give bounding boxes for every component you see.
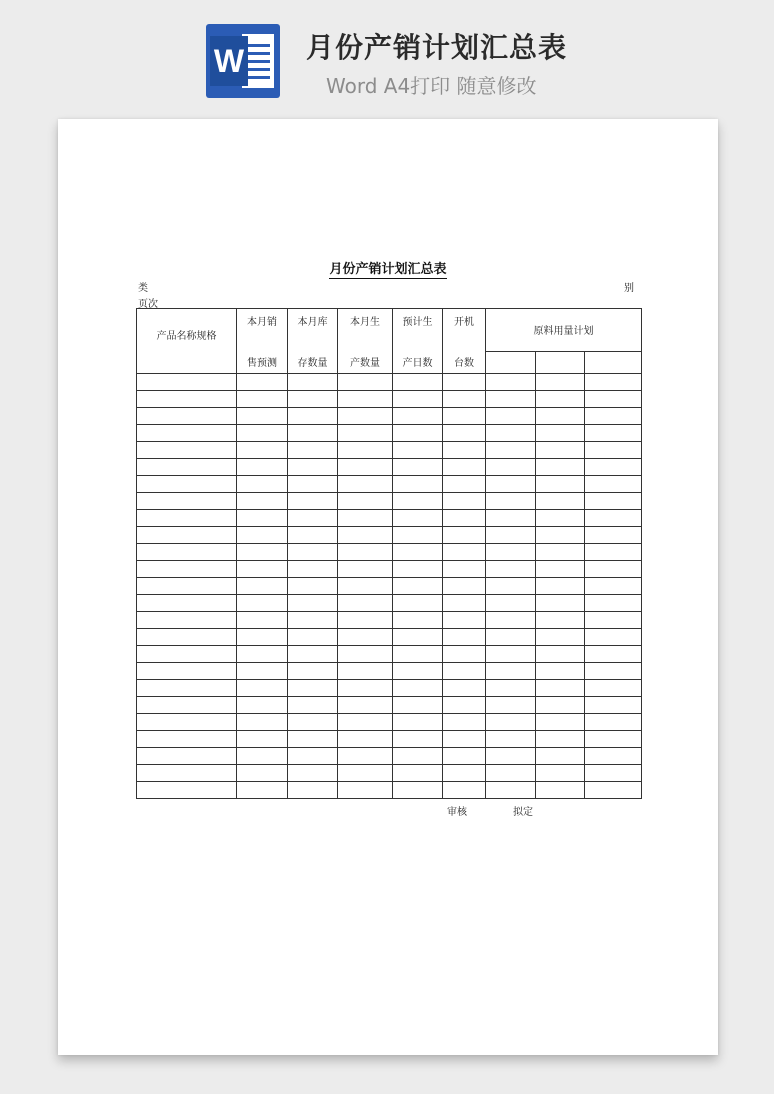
table-cell[interactable] <box>393 493 443 510</box>
table-cell[interactable] <box>486 459 536 476</box>
table-cell[interactable] <box>443 731 486 748</box>
table-cell[interactable] <box>585 476 642 493</box>
table-cell[interactable] <box>486 493 536 510</box>
table-cell[interactable] <box>137 476 237 493</box>
table-cell[interactable] <box>486 527 536 544</box>
table-row <box>137 408 642 425</box>
table-cell[interactable] <box>338 459 393 476</box>
table-cell[interactable] <box>137 629 237 646</box>
table-cell[interactable] <box>536 748 585 765</box>
col-header-production <box>338 309 393 374</box>
table-cell[interactable] <box>393 663 443 680</box>
table-cell[interactable] <box>536 595 585 612</box>
col-header-machines <box>443 309 486 374</box>
table-cell[interactable] <box>338 578 393 595</box>
document-page <box>58 119 718 1055</box>
table-cell[interactable] <box>443 544 486 561</box>
text-line-glyph <box>248 68 270 71</box>
table-cell[interactable] <box>486 408 536 425</box>
table-cell[interactable] <box>137 527 237 544</box>
table-cell[interactable] <box>237 646 288 663</box>
table-cell[interactable] <box>137 425 237 442</box>
table-cell[interactable] <box>443 493 486 510</box>
table-cell[interactable] <box>393 544 443 561</box>
table-cell[interactable] <box>237 493 288 510</box>
table-cell[interactable] <box>585 782 642 799</box>
table-row <box>137 612 642 629</box>
table-cell[interactable] <box>443 578 486 595</box>
table-cell[interactable] <box>536 425 585 442</box>
table-cell[interactable] <box>137 561 237 578</box>
table-cell[interactable] <box>237 442 288 459</box>
label-bie: 别 <box>624 283 634 294</box>
header-row <box>137 309 642 352</box>
sign-review: 审核 <box>447 807 467 818</box>
table-cell[interactable] <box>536 493 585 510</box>
table-cell[interactable] <box>137 612 237 629</box>
table-cell[interactable] <box>536 408 585 425</box>
table-cell[interactable] <box>137 680 237 697</box>
table-cell[interactable] <box>237 612 288 629</box>
table-cell[interactable] <box>393 425 443 442</box>
table-cell[interactable] <box>137 731 237 748</box>
table-cell[interactable] <box>338 544 393 561</box>
table-cell[interactable] <box>585 561 642 578</box>
table-cell[interactable] <box>237 527 288 544</box>
table-cell <box>486 351 536 373</box>
table-cell[interactable] <box>338 663 393 680</box>
table-cell[interactable] <box>585 663 642 680</box>
table-cell[interactable] <box>338 697 393 714</box>
table-row <box>137 748 642 765</box>
table-cell[interactable] <box>486 731 536 748</box>
text-line-glyph <box>248 52 270 55</box>
table-cell[interactable] <box>288 697 338 714</box>
col-header-text: 开机 <box>454 317 474 328</box>
col-header-text: 本月销 <box>247 317 277 328</box>
table-cell[interactable] <box>237 425 288 442</box>
table-cell[interactable] <box>393 510 443 527</box>
table-cell[interactable] <box>585 697 642 714</box>
table-cell[interactable] <box>137 714 237 731</box>
table-cell[interactable] <box>486 561 536 578</box>
table-cell[interactable] <box>237 714 288 731</box>
table-cell[interactable] <box>536 731 585 748</box>
table-cell[interactable] <box>288 612 338 629</box>
table-row <box>137 697 642 714</box>
table-cell[interactable] <box>137 544 237 561</box>
table-cell[interactable] <box>486 374 536 391</box>
table-cell[interactable] <box>288 544 338 561</box>
table-row <box>137 510 642 527</box>
table-row <box>137 561 642 578</box>
table-cell[interactable] <box>585 527 642 544</box>
text-line-glyph <box>248 76 270 79</box>
table-cell[interactable] <box>443 442 486 459</box>
table-cell[interactable] <box>237 697 288 714</box>
table-cell[interactable] <box>338 748 393 765</box>
table-cell[interactable] <box>536 442 585 459</box>
document-title-text: 月份产销计划汇总表 <box>329 262 447 277</box>
table-cell[interactable] <box>288 510 338 527</box>
table-row <box>137 663 642 680</box>
table-cell[interactable] <box>393 646 443 663</box>
table-cell[interactable] <box>338 476 393 493</box>
table-row <box>137 595 642 612</box>
table-row <box>137 765 642 782</box>
table-cell[interactable] <box>486 782 536 799</box>
table-cell[interactable] <box>585 646 642 663</box>
table-cell[interactable] <box>536 765 585 782</box>
table-cell[interactable] <box>288 782 338 799</box>
table-cell[interactable] <box>585 425 642 442</box>
table-cell[interactable] <box>137 493 237 510</box>
table-cell[interactable] <box>536 646 585 663</box>
table-cell[interactable] <box>338 714 393 731</box>
table-cell[interactable] <box>486 612 536 629</box>
table-cell[interactable] <box>486 476 536 493</box>
table-cell[interactable] <box>393 527 443 544</box>
table-cell[interactable] <box>585 391 642 408</box>
table-cell[interactable] <box>585 612 642 629</box>
table-cell[interactable] <box>393 374 443 391</box>
table-cell[interactable] <box>393 578 443 595</box>
table-cell[interactable] <box>486 663 536 680</box>
table-cell[interactable] <box>338 425 393 442</box>
table-cell[interactable] <box>338 680 393 697</box>
table-cell[interactable] <box>393 697 443 714</box>
table-row <box>137 714 642 731</box>
table-cell[interactable] <box>288 476 338 493</box>
table-cell[interactable] <box>443 527 486 544</box>
table-row <box>137 629 642 646</box>
table-cell[interactable] <box>137 578 237 595</box>
col-header-materials: 原料用量计划 <box>486 309 642 352</box>
table-cell[interactable] <box>338 646 393 663</box>
table-cell[interactable] <box>288 442 338 459</box>
table-cell[interactable] <box>486 442 536 459</box>
table-cell[interactable] <box>393 408 443 425</box>
table-cell[interactable] <box>338 408 393 425</box>
text-line-glyph <box>248 60 270 63</box>
table-cell[interactable] <box>288 646 338 663</box>
table-cell[interactable] <box>536 629 585 646</box>
table-cell[interactable] <box>536 782 585 799</box>
table-row <box>137 459 642 476</box>
table-cell[interactable] <box>338 782 393 799</box>
table-cell[interactable] <box>288 425 338 442</box>
sign-draft: 拟定 <box>513 807 533 818</box>
table-cell[interactable] <box>443 629 486 646</box>
table-cell[interactable] <box>585 748 642 765</box>
table-cell[interactable] <box>585 714 642 731</box>
table-cell[interactable] <box>443 748 486 765</box>
table-cell[interactable] <box>137 510 237 527</box>
table-cell[interactable] <box>393 680 443 697</box>
table-cell[interactable] <box>393 748 443 765</box>
table-cell[interactable] <box>393 765 443 782</box>
table-cell[interactable] <box>486 765 536 782</box>
table-cell[interactable] <box>237 680 288 697</box>
table-cell[interactable] <box>585 493 642 510</box>
col-header-text: 产日数 <box>402 358 433 369</box>
table-cell[interactable] <box>536 612 585 629</box>
table-cell <box>536 351 585 373</box>
table-cell[interactable] <box>585 442 642 459</box>
table-cell[interactable] <box>338 374 393 391</box>
table-cell[interactable] <box>338 527 393 544</box>
document-title <box>58 258 718 277</box>
col-header-stock <box>288 309 338 374</box>
table-cell[interactable] <box>443 646 486 663</box>
table-cell[interactable] <box>338 391 393 408</box>
table-cell[interactable] <box>237 782 288 799</box>
table-cell[interactable] <box>237 731 288 748</box>
table-cell[interactable] <box>288 527 338 544</box>
table-cell[interactable] <box>137 646 237 663</box>
table-cell[interactable] <box>137 595 237 612</box>
table-cell[interactable] <box>486 697 536 714</box>
table-cell[interactable] <box>288 391 338 408</box>
table-cell[interactable] <box>393 731 443 748</box>
table-row <box>137 391 642 408</box>
table-cell[interactable] <box>536 578 585 595</box>
table-cell[interactable] <box>536 544 585 561</box>
table-cell[interactable] <box>393 612 443 629</box>
table-cell[interactable] <box>585 510 642 527</box>
table-cell[interactable] <box>393 391 443 408</box>
table-cell[interactable] <box>288 765 338 782</box>
table-row <box>137 782 642 799</box>
table-cell[interactable] <box>237 578 288 595</box>
table-cell[interactable] <box>536 663 585 680</box>
table-cell[interactable] <box>393 595 443 612</box>
table-cell[interactable] <box>486 714 536 731</box>
table-row <box>137 527 642 544</box>
col-header-text: 预计生 <box>402 317 433 328</box>
table-cell[interactable] <box>137 748 237 765</box>
table-cell[interactable] <box>338 442 393 459</box>
table-cell[interactable] <box>288 731 338 748</box>
table-cell[interactable] <box>486 425 536 442</box>
col-header-text: 售预测 <box>247 358 277 369</box>
col-header-days <box>393 309 443 374</box>
table-cell[interactable] <box>137 374 237 391</box>
table-cell[interactable] <box>486 510 536 527</box>
table-cell[interactable] <box>237 663 288 680</box>
table-cell[interactable] <box>393 629 443 646</box>
table-cell[interactable] <box>288 663 338 680</box>
table-cell[interactable] <box>536 374 585 391</box>
table-cell[interactable] <box>237 561 288 578</box>
table-cell[interactable] <box>585 629 642 646</box>
table-cell[interactable] <box>536 476 585 493</box>
table-row <box>137 544 642 561</box>
table-cell[interactable] <box>585 731 642 748</box>
table-cell[interactable] <box>237 374 288 391</box>
table-cell[interactable] <box>288 561 338 578</box>
table-cell[interactable] <box>486 646 536 663</box>
table-cell[interactable] <box>443 510 486 527</box>
table-cell[interactable] <box>393 459 443 476</box>
table-cell[interactable] <box>585 544 642 561</box>
table-cell[interactable] <box>288 374 338 391</box>
table-cell[interactable] <box>338 595 393 612</box>
table-cell[interactable] <box>443 595 486 612</box>
col-header-text: 产数量 <box>350 358 380 369</box>
table-cell[interactable] <box>137 663 237 680</box>
word-letter: W <box>210 36 248 86</box>
table-cell[interactable] <box>393 561 443 578</box>
label-page: 页次 <box>138 299 158 310</box>
table-cell[interactable] <box>536 680 585 697</box>
table-cell[interactable] <box>137 697 237 714</box>
table-cell[interactable] <box>585 765 642 782</box>
table-cell[interactable] <box>237 748 288 765</box>
page-title: 月份产销计划汇总表 <box>306 31 568 64</box>
table-cell[interactable] <box>137 782 237 799</box>
col-header-text: 本月库 <box>297 317 328 328</box>
col-header-product <box>137 309 237 374</box>
col-header-sales-forecast <box>237 309 288 374</box>
table-cell[interactable] <box>137 391 237 408</box>
table-cell[interactable] <box>443 476 486 493</box>
table-cell[interactable] <box>585 595 642 612</box>
table-cell[interactable] <box>536 510 585 527</box>
table-cell[interactable] <box>137 408 237 425</box>
table-cell[interactable] <box>338 561 393 578</box>
table-cell[interactable] <box>338 493 393 510</box>
table-cell[interactable] <box>443 697 486 714</box>
table-cell[interactable] <box>443 561 486 578</box>
table-cell[interactable] <box>237 510 288 527</box>
table-cell[interactable] <box>393 714 443 731</box>
table-cell[interactable] <box>585 374 642 391</box>
table-cell[interactable] <box>443 714 486 731</box>
summary-table <box>136 308 642 799</box>
table-cell[interactable] <box>288 493 338 510</box>
table-row <box>137 476 642 493</box>
table-row <box>137 646 642 663</box>
table-cell[interactable] <box>288 680 338 697</box>
table-cell[interactable] <box>237 595 288 612</box>
table-cell[interactable] <box>486 391 536 408</box>
col-header-text: 本月生 <box>350 317 380 328</box>
table-row <box>137 425 642 442</box>
table-cell[interactable] <box>585 578 642 595</box>
table-cell[interactable] <box>486 578 536 595</box>
table-cell[interactable] <box>443 765 486 782</box>
label-category: 类 <box>138 283 148 294</box>
table-cell[interactable] <box>443 680 486 697</box>
text-line-glyph <box>248 44 270 47</box>
table-row <box>137 680 642 697</box>
table-cell[interactable] <box>585 459 642 476</box>
table-cell[interactable] <box>443 408 486 425</box>
col-header-text: 台数 <box>454 358 474 369</box>
table-cell[interactable] <box>237 391 288 408</box>
col-header-product-label: 产品名称规格 <box>156 331 217 342</box>
table-cell[interactable] <box>536 527 585 544</box>
table-cell[interactable] <box>486 748 536 765</box>
table-cell[interactable] <box>486 544 536 561</box>
table-cell[interactable] <box>443 782 486 799</box>
table-cell[interactable] <box>137 459 237 476</box>
table-cell[interactable] <box>288 408 338 425</box>
table-cell[interactable] <box>393 782 443 799</box>
table-row <box>137 442 642 459</box>
page-subtitle: Word A4打印 随意修改 <box>326 74 537 98</box>
col-header-text: 存数量 <box>297 358 328 369</box>
table-cell[interactable] <box>536 697 585 714</box>
table-row <box>137 731 642 748</box>
table-cell[interactable] <box>237 544 288 561</box>
table-cell[interactable] <box>585 408 642 425</box>
table-cell[interactable] <box>393 442 443 459</box>
table-row <box>137 374 642 391</box>
table-cell[interactable] <box>237 476 288 493</box>
table-cell[interactable] <box>338 765 393 782</box>
table-cell[interactable] <box>338 612 393 629</box>
table-cell[interactable] <box>536 561 585 578</box>
table-cell <box>585 351 642 373</box>
table-cell[interactable] <box>288 578 338 595</box>
table-cell[interactable] <box>443 374 486 391</box>
table-cell[interactable] <box>585 680 642 697</box>
table-row <box>137 493 642 510</box>
table-cell[interactable] <box>536 459 585 476</box>
table-cell[interactable] <box>237 629 288 646</box>
table-cell[interactable] <box>536 391 585 408</box>
table-cell[interactable] <box>237 765 288 782</box>
table-cell[interactable] <box>486 629 536 646</box>
table-cell[interactable] <box>536 714 585 731</box>
table-cell[interactable] <box>137 442 237 459</box>
table-cell[interactable] <box>443 663 486 680</box>
table-cell[interactable] <box>237 408 288 425</box>
table-cell[interactable] <box>137 765 237 782</box>
table-cell[interactable] <box>338 510 393 527</box>
table-cell[interactable] <box>288 714 338 731</box>
table-row <box>137 578 642 595</box>
table-cell[interactable] <box>443 391 486 408</box>
word-app-icon <box>206 24 280 98</box>
table-cell[interactable] <box>486 595 536 612</box>
table-cell[interactable] <box>288 595 338 612</box>
table-cell[interactable] <box>443 425 486 442</box>
table-cell[interactable] <box>237 459 288 476</box>
table-cell[interactable] <box>288 748 338 765</box>
table-cell[interactable] <box>338 629 393 646</box>
table-cell[interactable] <box>443 612 486 629</box>
table-cell[interactable] <box>338 731 393 748</box>
table-cell[interactable] <box>443 459 486 476</box>
table-cell[interactable] <box>393 476 443 493</box>
table-cell[interactable] <box>288 629 338 646</box>
table-cell[interactable] <box>486 680 536 697</box>
table-cell[interactable] <box>288 459 338 476</box>
